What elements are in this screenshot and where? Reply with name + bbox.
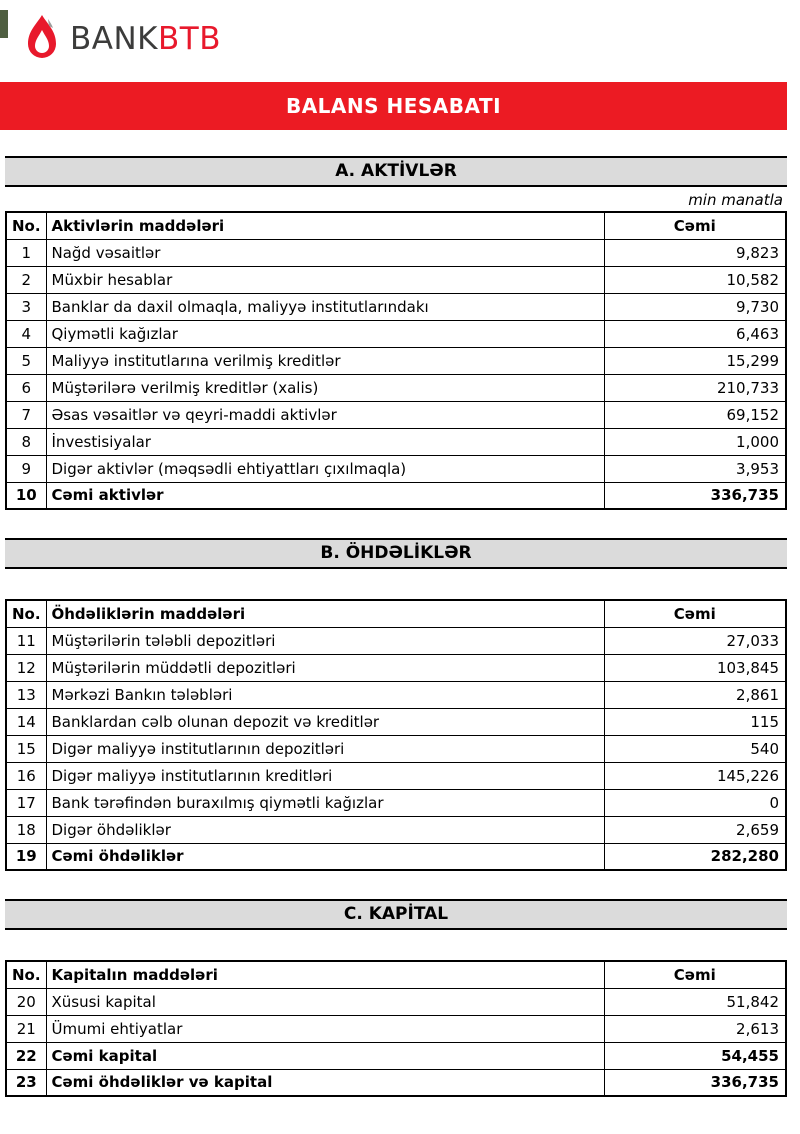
table-row: [6, 455, 786, 482]
col-header-item: Kapitalın maddələri: [46, 961, 604, 988]
edge-artifact: [0, 10, 8, 38]
table-row: [6, 428, 786, 455]
table-header-row: [6, 600, 786, 627]
row-number: 20: [6, 988, 46, 1015]
table-row: [6, 681, 786, 708]
row-number: 14: [6, 708, 46, 735]
liabilities-table: [5, 599, 787, 871]
table-row: [6, 293, 786, 320]
col-header-item: Aktivlərin maddələri: [46, 212, 604, 239]
col-header-total: Cəmi: [604, 961, 786, 988]
table-row: [6, 1015, 786, 1042]
col-header-item: Öhdəliklərin maddələri: [46, 600, 604, 627]
row-number: 8: [6, 428, 46, 455]
logo-text-bank: BANK: [70, 21, 158, 57]
row-value: 2,861: [604, 681, 786, 708]
header-logo-row: [0, 0, 800, 78]
table-header-row: [6, 212, 786, 239]
row-value: 115: [604, 708, 786, 735]
row-value: 336,735: [604, 1069, 786, 1096]
col-header-total: Cəmi: [604, 600, 786, 627]
row-value: 10,582: [604, 266, 786, 293]
row-value: 15,299: [604, 347, 786, 374]
bank-logo-text: [70, 21, 221, 57]
table-row: [6, 988, 786, 1015]
row-number: 6: [6, 374, 46, 401]
row-value: 0: [604, 789, 786, 816]
row-value: 51,842: [604, 988, 786, 1015]
row-value: 3,953: [604, 455, 786, 482]
section-ohdelikler: [5, 538, 787, 871]
table-row: [6, 482, 786, 509]
row-number: 16: [6, 762, 46, 789]
row-item-label: Digər öhdəliklər: [46, 816, 604, 843]
row-value: 145,226: [604, 762, 786, 789]
row-item-label: Cəmi kapital: [46, 1042, 604, 1069]
row-item-label: Qiymətli kağızlar: [46, 320, 604, 347]
row-item-label: Digər maliyyə institutlarının depozitləri: [46, 735, 604, 762]
section-aktivler: [5, 156, 787, 510]
row-value: 2,613: [604, 1015, 786, 1042]
row-value: 210,733: [604, 374, 786, 401]
row-item-label: Cəmi öhdəliklər: [46, 843, 604, 870]
table-row: [6, 266, 786, 293]
table-row: [6, 762, 786, 789]
row-item-label: Müştərilərin müddətli depozitləri: [46, 654, 604, 681]
units-note: min manatla: [688, 191, 783, 209]
table-row: [6, 789, 786, 816]
row-item-label: Mərkəzi Bankın tələbləri: [46, 681, 604, 708]
row-item-label: Bank tərəfindən buraxılmış qiymətli kağızlar: [46, 789, 604, 816]
row-item-label: Müştərilərin tələbli depozitləri: [46, 627, 604, 654]
row-item-label: Maliyyə institutlarına verilmiş kreditlər: [46, 347, 604, 374]
capital-table: [5, 960, 787, 1097]
row-item-label: Nağd vəsaitlər: [46, 239, 604, 266]
table-header-row: [6, 961, 786, 988]
logo-text-btb: BTB: [158, 21, 221, 57]
row-number: 9: [6, 455, 46, 482]
assets-table: [5, 211, 787, 510]
section-a-title: A. AKTİVLƏR: [5, 156, 787, 187]
row-value: 1,000: [604, 428, 786, 455]
section-c-title: C. KAPİTAL: [5, 899, 787, 930]
row-number: 11: [6, 627, 46, 654]
report-title-banner: [0, 82, 787, 130]
row-item-label: Ümumi ehtiyatlar: [46, 1015, 604, 1042]
row-number: 3: [6, 293, 46, 320]
row-item-label: Banklardan cəlb olunan depozit və kreditlər: [46, 708, 604, 735]
section-kapital: [5, 899, 787, 1097]
row-number: 18: [6, 816, 46, 843]
row-item-label: Xüsusi kapital: [46, 988, 604, 1015]
row-value: 6,463: [604, 320, 786, 347]
row-number: 12: [6, 654, 46, 681]
row-item-label: Müxbir hesablar: [46, 266, 604, 293]
row-value: 282,280: [604, 843, 786, 870]
row-item-label: Banklar da daxil olmaqla, maliyyə institutlarındakı: [46, 293, 604, 320]
col-header-no: No.: [6, 212, 46, 239]
table-row: [6, 347, 786, 374]
row-number: 15: [6, 735, 46, 762]
row-value: 9,823: [604, 239, 786, 266]
col-header-no: No.: [6, 600, 46, 627]
row-value: 103,845: [604, 654, 786, 681]
row-value: 27,033: [604, 627, 786, 654]
row-number: 1: [6, 239, 46, 266]
row-number: 10: [6, 482, 46, 509]
table-row: [6, 1042, 786, 1069]
col-header-total: Cəmi: [604, 212, 786, 239]
row-item-label: Digər maliyyə institutlarının kreditləri: [46, 762, 604, 789]
report-body: [5, 156, 787, 1111]
row-value: 336,735: [604, 482, 786, 509]
table-row: [6, 320, 786, 347]
row-number: 17: [6, 789, 46, 816]
row-item-label: Əsas vəsaitlər və qeyri-maddi aktivlər: [46, 401, 604, 428]
col-header-no: No.: [6, 961, 46, 988]
row-value: 54,455: [604, 1042, 786, 1069]
table-row: [6, 1069, 786, 1096]
report-title: BALANS HESABATI: [285, 94, 502, 118]
table-row: [6, 816, 786, 843]
table-row: [6, 374, 786, 401]
row-number: 5: [6, 347, 46, 374]
row-item-label: Müştərilərə verilmiş kreditlər (xalis): [46, 374, 604, 401]
table-row: [6, 239, 786, 266]
row-number: 13: [6, 681, 46, 708]
table-row: [6, 735, 786, 762]
table-row: [6, 708, 786, 735]
row-item-label: İnvestisiyalar: [46, 428, 604, 455]
row-number: 19: [6, 843, 46, 870]
table-row: [6, 401, 786, 428]
bank-logo-flame-icon: [22, 13, 62, 65]
row-number: 7: [6, 401, 46, 428]
table-row: [6, 654, 786, 681]
row-value: 69,152: [604, 401, 786, 428]
row-value: 2,659: [604, 816, 786, 843]
row-number: 22: [6, 1042, 46, 1069]
row-value: 9,730: [604, 293, 786, 320]
row-item-label: Cəmi öhdəliklər və kapital: [46, 1069, 604, 1096]
row-number: 4: [6, 320, 46, 347]
row-item-label: Digər aktivlər (məqsədli ehtiyattları çıxılmaqla): [46, 455, 604, 482]
row-value: 540: [604, 735, 786, 762]
row-number: 2: [6, 266, 46, 293]
table-row: [6, 843, 786, 870]
section-b-title: B. ÖHDƏLİKLƏR: [5, 538, 787, 569]
table-row: [6, 627, 786, 654]
row-number: 21: [6, 1015, 46, 1042]
row-item-label: Cəmi aktivlər: [46, 482, 604, 509]
row-number: 23: [6, 1069, 46, 1096]
